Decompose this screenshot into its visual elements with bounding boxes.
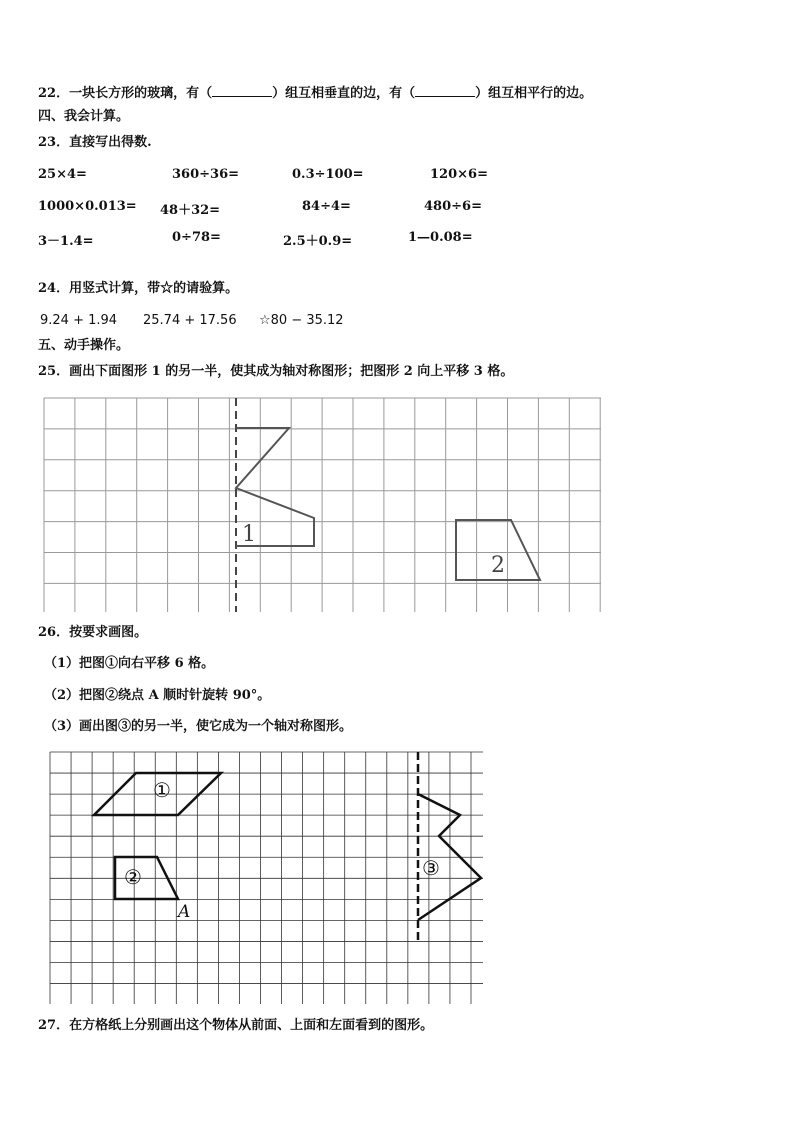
figure-1-label: ① — [153, 778, 171, 802]
calc-item: 0.3÷100= — [292, 167, 364, 182]
calc-item: 84÷4= — [302, 199, 351, 214]
answer-blank-perpendicular[interactable] — [212, 84, 272, 97]
question-23-title: 23．直接写出得数. — [38, 135, 152, 150]
question-26-sub-1: （1）把图①向右平移 6 格。 — [44, 656, 215, 671]
calc-item: 0÷78= — [172, 230, 221, 245]
calc-item: 25×4= — [38, 167, 87, 182]
section-5-heading: 五、动手操作。 — [38, 338, 130, 353]
vertical-calc-item: 9.24 + 1.94 — [40, 313, 118, 328]
question-22-text-3: ）组互相平行的边。 — [475, 86, 593, 101]
grid-q26[interactable] — [50, 752, 483, 1004]
calc-item: 1—0.08= — [408, 230, 473, 245]
question-26-title: 26．按要求画图。 — [38, 625, 148, 640]
calc-item: 360÷36= — [172, 167, 240, 182]
figure-1-label: 1 — [242, 522, 256, 547]
calc-item: 2.5＋0.9= — [283, 234, 353, 249]
calc-item: 120×6= — [430, 167, 488, 182]
question-27-title: 27．在方格纸上分别画出这个物体从前面、上面和左面看到的图形。 — [38, 1018, 434, 1033]
vertical-calc-item: 25.74 + 17.56 — [143, 313, 237, 328]
vertical-calc-item: ☆80 − 35.12 — [259, 313, 344, 328]
answer-blank-parallel[interactable] — [415, 84, 475, 97]
calc-item: 3－1.4= — [38, 234, 94, 249]
question-26-sub-2: （2）把图②绕点 A 顺时针旋转 90°。 — [44, 688, 271, 703]
figure-3-label: ③ — [422, 856, 440, 880]
figure-2-label: ② — [124, 865, 142, 889]
question-25-title: 25．画出下面图形 1 的另一半，使其成为轴对称图形；把图形 2 向上平移 3 格。 — [38, 364, 514, 379]
question-26-sub-3: （3）画出图③的另一半，使它成为一个轴对称图形。 — [44, 719, 353, 734]
grid-q25[interactable] — [44, 398, 601, 612]
figure-2-label: 2 — [491, 553, 505, 578]
question-22 — [38, 84, 592, 102]
calc-item: 48＋32= — [160, 203, 221, 218]
point-a-label: A — [178, 902, 191, 922]
question-22-text-1: 一块长方形的玻璃，有（ — [69, 86, 213, 101]
section-4-heading: 四、我会计算。 — [38, 109, 130, 124]
question-24-title: 24．用竖式计算，带☆的请验算。 — [38, 281, 239, 296]
calc-item: 480÷6= — [424, 199, 482, 214]
calc-item: 1000×0.013= — [38, 199, 137, 214]
question-22-text-2: ）组互相垂直的边，有（ — [272, 86, 416, 101]
question-22-number: 22． — [38, 86, 70, 101]
